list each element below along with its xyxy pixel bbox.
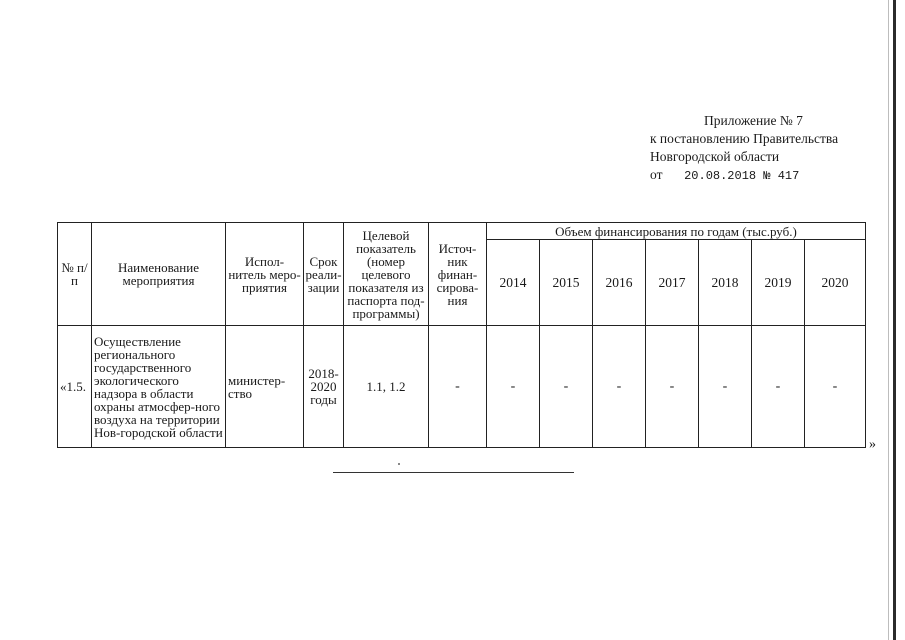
scan-edge-shadow: [888, 0, 889, 640]
closing-quote: »: [869, 437, 876, 452]
end-rule: [333, 472, 574, 473]
appendix-line2: Новгородской области: [650, 149, 780, 164]
col-source-header: Источ-ник финан-сирова-ния: [429, 223, 487, 326]
table-row: [58, 326, 866, 448]
row-executor: министер-ство: [226, 326, 304, 448]
scan-speck: [398, 463, 400, 465]
row-value: -: [805, 326, 866, 448]
year-header: 2019: [752, 240, 805, 326]
row-value: -: [540, 326, 593, 448]
year-header: 2014: [487, 240, 540, 326]
date-label: от: [650, 167, 663, 182]
date-value: 20.08.2018 № 417: [684, 169, 800, 183]
col-number-header: № п/п: [58, 223, 92, 326]
appendix-header: [650, 112, 890, 185]
appendix-title: Приложение № 7: [704, 113, 803, 128]
funding-group-header: Объем финансирования по годам (тыс.руб.): [487, 223, 866, 240]
col-executor-header: Испол-нитель меро-приятия: [226, 223, 304, 326]
row-value: -: [752, 326, 805, 448]
year-header: 2020: [805, 240, 866, 326]
col-name-header: Наименование мероприятия: [92, 223, 226, 326]
row-value: -: [646, 326, 699, 448]
row-source: -: [429, 326, 487, 448]
row-target: 1.1, 1.2: [344, 326, 429, 448]
col-target-header: Целевой показатель (номер целевого показателя из паспорта под-программы): [344, 223, 429, 326]
row-number: «1.5.: [58, 326, 92, 448]
appendix-date: [650, 166, 890, 185]
year-header: 2015: [540, 240, 593, 326]
year-header: 2018: [699, 240, 752, 326]
row-value: -: [487, 326, 540, 448]
scan-edge: [893, 0, 896, 640]
col-term-header: Срок реали-зации: [304, 223, 344, 326]
year-header: 2017: [646, 240, 699, 326]
year-header: 2016: [593, 240, 646, 326]
funding-table: [57, 222, 866, 448]
row-value: -: [593, 326, 646, 448]
row-value: -: [699, 326, 752, 448]
row-name: Осуществление регионального государственного экологического надзора в области охраны атмосфер-ного воздуха на территории Нов-городской области: [92, 326, 226, 448]
row-term: 2018-2020 годы: [304, 326, 344, 448]
appendix-line1: к постановлению Правительства: [650, 131, 839, 146]
